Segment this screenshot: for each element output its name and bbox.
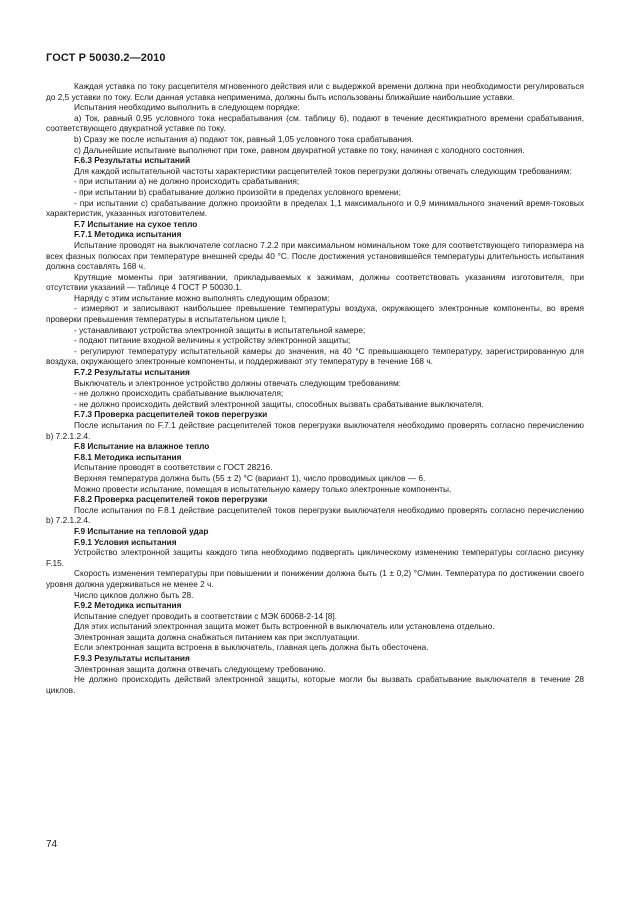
paragraph: Испытание проводят в соответствии с ГОСТ 28216. bbox=[74, 462, 273, 473]
section-heading: F.9.3 Результаты испытания bbox=[74, 653, 190, 664]
paragraph: - при испытании а) не должно происходить срабатывания; bbox=[74, 176, 300, 187]
paragraph: - измеряют и записывают наибольшее превышение температуры воздуха, окружающего электронные компоненты, во время проверки превышения температуры в испытательном цикле I; bbox=[46, 303, 584, 325]
section-heading: F.6.3 Результаты испытаний bbox=[74, 155, 191, 166]
section-heading: F.8.1 Методика испытания bbox=[74, 451, 182, 462]
paragraph: - при испытании с) срабатывание должно произойти в пределах 1,1 максимального и 0,9 минимального значений время-токовых характеристик, указанных изготовителем. bbox=[46, 197, 584, 219]
paragraph: Испытание следует проводить в соответствии с МЭК 60068-2-14 [8]. bbox=[74, 610, 337, 621]
paragraph: После испытания по F.8.1 действие расцепителей токов перегрузки выключателя необходимо проверять согласно перечислению b) 7.2.1.2.4. bbox=[46, 504, 584, 526]
paragraph: Если электронная защита встроена в выключатель, главная цепь должна быть обесточена. bbox=[74, 642, 429, 653]
section-heading: F.9 Испытание на тепловой удар bbox=[74, 525, 209, 536]
section-heading: F.7.1 Методика испытания bbox=[74, 229, 182, 240]
section-heading: F.8.2 Проверка расцепителей токов перегрузки bbox=[74, 494, 268, 505]
paragraph: - подают питание входной величины к устройству электронной защиты; bbox=[74, 335, 351, 346]
paragraph: Испытание проводят на выключателе согласно 7.2.2 при максимальном номинальном токе для соответствующего типоразмера на всех фазных полюсах при температуре внешней среды 40 °С. После достижения установившейся температуры длительность испытания должна составлять 168 ч. bbox=[46, 239, 584, 272]
paragraph: Верхняя температура должна быть (55 ± 2) °С (вариант 1), число проводимых циклов — 6. bbox=[74, 472, 426, 483]
section-heading: F.7.3 Проверка расцепителей токов перегрузки bbox=[74, 409, 268, 420]
section-heading: F.8 Испытание на влажное тепло bbox=[74, 441, 210, 452]
paragraph: - регулируют температуру испытательной камеры до значения, на 40 °С превышающего температуру, зарегистрированную для воздуха, окружающего электронные компоненты, и поддерживают эту температуру в течение 168 ч. bbox=[46, 345, 584, 367]
paragraph: - не должно происходить срабатывание выключателя; bbox=[74, 388, 284, 399]
paragraph: Число циклов должно быть 28. bbox=[74, 589, 194, 600]
paragraph: Выключатель и электронное устройство должны отвечать следующим требованиям: bbox=[74, 377, 401, 388]
paragraph: Для этих испытаний электронная защита может быть встроенной в выключатель или установлена отдельно. bbox=[74, 621, 495, 632]
paragraph: Не должно происходить действий электронной защиты, которые могли бы вызвать срабатывание выключателя в течение 28 циклов. bbox=[46, 674, 584, 695]
paragraph: Каждая уставка по току расцепителя мгновенного действия или с выдержкой времени должна при необходимости регулироваться до 2,5 уставки по току. Если данная уставка неприменима, должны быть использованы ближайшие наибольшие уставки. bbox=[46, 81, 584, 102]
section-heading: F.7.2 Результаты испытания bbox=[74, 367, 190, 378]
page-header: ГОСТ Р 50030.2—2010 bbox=[46, 52, 166, 64]
paragraph: - не должно происходить действий электронной защиты, способных вызвать срабатывание выключателя. bbox=[74, 398, 484, 409]
paragraph: Электронная защита должна отвечать следующему требованию. bbox=[74, 663, 326, 674]
paragraph: Для каждой испытательной частоты характеристики расцепителей токов перегрузки должны отвечать следующим требованиям: bbox=[74, 165, 572, 176]
paragraph: Наряду с этим испытание можно выполнять следующим образом: bbox=[74, 292, 330, 303]
paragraph: Можно провести испытание, помещая в испытательную камеру только электронные компоненты. bbox=[74, 483, 452, 494]
section-heading: F.9.2 Методика испытания bbox=[74, 600, 182, 611]
paragraph: а) Ток, равный 0,95 условного тока несрабатывания (см. таблицу 6), подают в течение десятикратного времени срабатывания, соответствующего двукратной уставке по току. bbox=[46, 112, 584, 134]
paragraph: Устройство электронной защиты каждого типа необходимо подвергать циклическому изменению температуры согласно рисунку F.15. bbox=[46, 547, 584, 568]
paragraph: - устанавливают устройства электронной защиты в испытательной камере; bbox=[74, 324, 366, 335]
paragraph: Крутящие моменты при затягивании, прикладываемых к зажимам, должны соответствовать указаниям изготовителя, при отсутствии указаний — таблице 4 ГОСТ Р 50030.1. bbox=[46, 271, 584, 293]
page-number: 74 bbox=[46, 839, 58, 850]
section-heading: F.7 Испытание на сухое тепло bbox=[74, 218, 198, 229]
paragraph: b) Сразу же после испытания а) подают ток, равный 1,05 условного тока срабатывания. bbox=[74, 133, 414, 144]
section-heading: F.9.1 Условия испытания bbox=[74, 536, 177, 547]
paragraph: После испытания по F.7.1 действие расцепителей токов перегрузки выключателя необходимо проверять согласно перечислению b) 7.2.1.2.4. bbox=[46, 420, 584, 441]
document-body bbox=[46, 81, 584, 695]
paragraph: Испытания необходимо выполнить в следующем порядке: bbox=[74, 102, 300, 113]
paragraph: - при испытании b) срабатывание должно произойти в пределах условного времени; bbox=[74, 186, 401, 197]
paragraph: Электронная защита должна снабжаться питанием как при эксплуатации. bbox=[74, 631, 360, 642]
paragraph: с) Дальнейшие испытание выполняют при токе, равном двукратной уставке по току, начиная с холодного состояния. bbox=[74, 144, 525, 155]
paragraph: Скорость изменения температуры при повышении и понижении должна быть (1 ± 0,2) °С/мин. Температура по достижении своего уровня должна удерживаться не менее 2 ч. bbox=[46, 568, 584, 589]
